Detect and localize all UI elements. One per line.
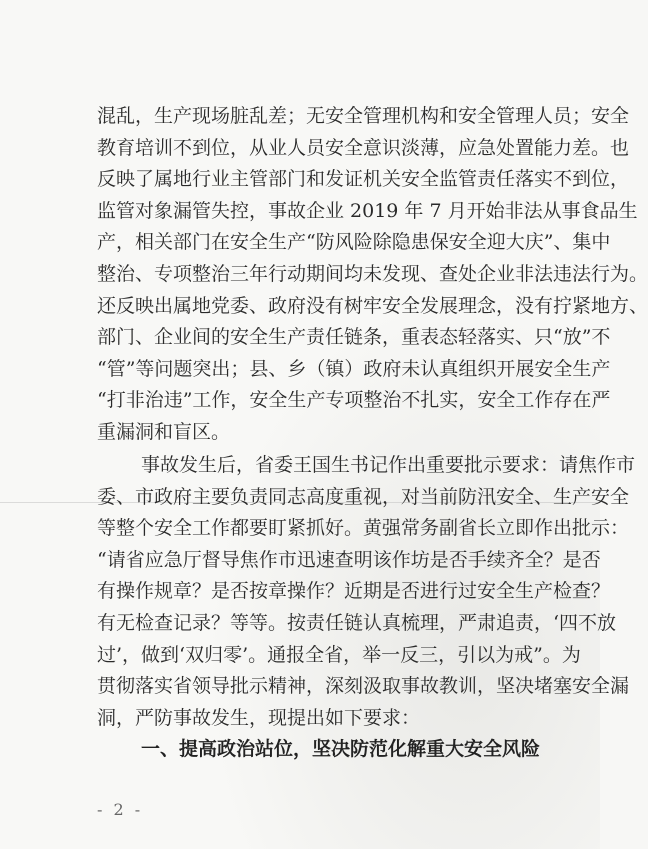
text-line: 有无检查记录？等等。按责任链认真梳理，严肃追责，‘四不放 xyxy=(97,612,617,634)
text-line: 重漏洞和盲区。 xyxy=(97,420,231,443)
text-line: “打非治违”工作，安全生产专项整治不扎实，安全工作存在严 xyxy=(97,389,611,412)
text-line: 委、市政府主要负责同志高度重视，对当前防汛安全、生产安全 xyxy=(97,485,630,508)
text-line: 教育培训不到位，从业人员安全意识淡薄，应急处置能力差。也 xyxy=(97,136,630,159)
section-heading: 一、提高政治站位，坚决防范化解重大安全风险 xyxy=(141,738,541,761)
text-line: 有操作规章？是否按章操作？近期是否进行过安全生产检查？ xyxy=(97,580,611,603)
body-text xyxy=(97,101,648,766)
text-line: 整治、专项整治三年行动期间均未发现、查处企业非法违法行为。 xyxy=(97,262,648,285)
text-line: 还反映出属地党委、政府没有树牢安全发展理念，没有拧紧地方、 xyxy=(97,294,648,317)
text-line: 监管对象漏管失控，事故企业 2019 年 7 月开始非法从事食品生 xyxy=(97,199,638,222)
text-line: “管”等问题突出；县、乡（镇）政府未认真组织开展安全生产 xyxy=(97,357,611,380)
paragraph-2 xyxy=(97,450,636,734)
text-line: 事故发生后，省委王国生书记作出重要批示要求：请焦作市 xyxy=(141,454,636,477)
text-line: 混乱，生产现场脏乱差；无安全管理机构和安全管理人员；安全 xyxy=(97,105,630,127)
text-line: 反映了属地行业主管部门和发证机关安全监管责任落实不到位， xyxy=(97,168,630,191)
text-line: 洞，严防事故发生，现提出如下要求： xyxy=(97,706,421,729)
text-line: 贯彻落实省领导批示精神，深刻汲取事故教训，坚决堵塞安全漏 xyxy=(97,675,630,698)
paragraph-1 xyxy=(97,101,648,449)
text-line: 部门、企业间的安全生产责任链条，重表态轻落实、只“放”不 xyxy=(97,326,611,349)
text-line: 等整个安全工作都要盯紧抓好。黄强常务副省长立即作出批示： xyxy=(97,517,630,540)
text-line: “请省应急厅督导焦作市迅速查明该作坊是否手续齐全？是否 xyxy=(97,548,601,571)
page-number: - 2 - xyxy=(97,800,144,819)
text-line: 产，相关部门在安全生产“防风险除隐患保安全迎大庆”、集中 xyxy=(97,231,611,254)
text-line: 过’，做到‘双归零’。通报全省，举一反三，引以为戒”。为 xyxy=(97,643,581,666)
